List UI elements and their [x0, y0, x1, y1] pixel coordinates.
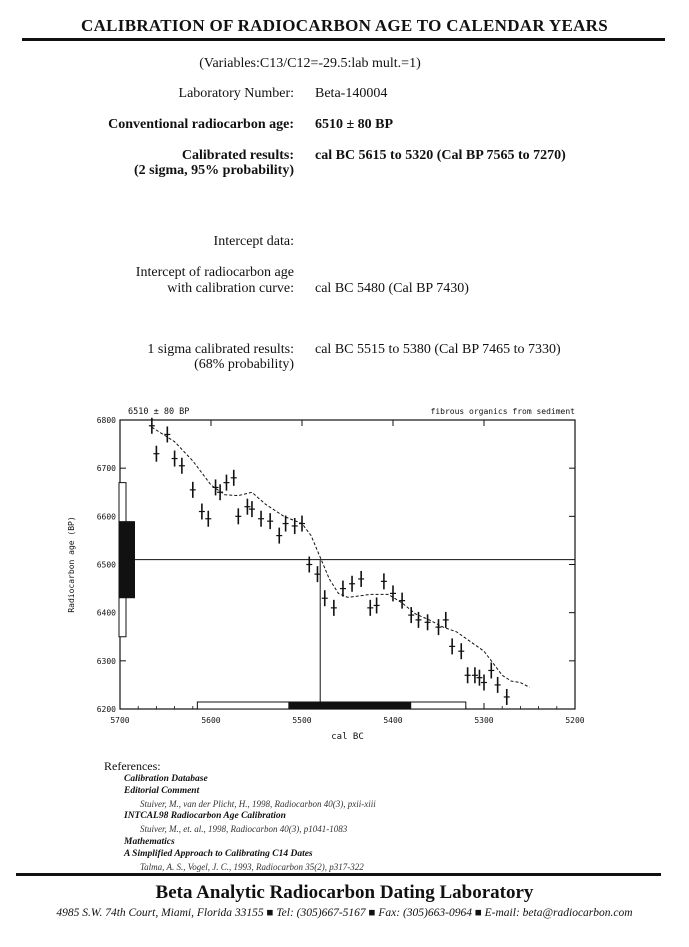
conventional-age-value: 6510 ± 80 BP [315, 117, 394, 132]
lab-number-value: Beta-140004 [315, 86, 388, 101]
x-axis-label: cal BC [331, 732, 364, 742]
references [104, 760, 376, 873]
intercept-sublabel: with calibration curve: [167, 281, 294, 296]
reference-title: Editorial Comment [124, 786, 200, 797]
plot-frame [120, 420, 575, 709]
reference-title: A Simplified Approach to Calibrating C14 Dates [124, 849, 313, 860]
calibration-chart [58, 402, 598, 742]
y-tick-label: 6500 [96, 560, 116, 570]
reference-title: Mathematics [124, 836, 175, 847]
y-tick-label: 6300 [96, 656, 116, 666]
lab-address: 4985 S.W. 74th Court, Miami, Florida 33155 ■ Tel: (305)667-5167 ■ Fax: (305)663-0964 ■ E-mail: beta@radiocarbon.com [56, 907, 633, 919]
y-axis-label: Radiocarbon age (BP) [67, 516, 76, 613]
references-heading: References: [104, 759, 161, 773]
reference-title: Calibration Database [124, 773, 208, 784]
sample-age-label: 6510 ± 80 BP [128, 407, 190, 417]
lab-number-label: Laboratory Number: [178, 86, 294, 101]
calibrated-results-value: cal BC 5615 to 5320 (Cal BP 7565 to 7270) [315, 148, 566, 163]
references-list [104, 773, 376, 874]
sigma1-value: cal BC 5515 to 5380 (Cal BP 7465 to 7330) [315, 342, 561, 357]
bottom-divider [16, 873, 661, 876]
conventional-age-label: Conventional radiocarbon age: [108, 117, 294, 132]
intercept-value: cal BC 5480 (Cal BP 7430) [315, 281, 469, 296]
x-tick-label: 5300 [474, 716, 494, 725]
calibration-curve [152, 427, 530, 687]
x-tick-label: 5400 [383, 716, 403, 725]
cal-1sigma-box [288, 702, 411, 709]
reference-citation: Stuiver, M., et. al., 1998, Radiocarbon 40(3), p1041-1083 [140, 823, 348, 834]
x-tick-label: 5700 [110, 716, 130, 725]
page-title: CALIBRATION OF RADIOCARBON AGE TO CALENDAR YEARS [81, 16, 608, 35]
sigma1-label: 1 sigma calibrated results: [147, 342, 294, 357]
reference-citation: Talma, A. S., Vogel, J. C., 1993, Radiocarbon 35(2), p317-322 [140, 861, 364, 872]
sigma1-sublabel: (68% probability) [194, 357, 294, 372]
calibrated-results-label: Calibrated results: [181, 148, 294, 163]
x-tick-label: 5500 [292, 716, 312, 725]
x-tick-label: 5600 [201, 716, 221, 725]
y-tick-label: 6400 [96, 608, 116, 618]
reference-title: INTCAL98 Radiocarbon Age Calibration [124, 811, 286, 822]
intercept-header: Intercept data: [213, 234, 294, 249]
y-tick-label: 6200 [96, 705, 116, 714]
intercept-label: Intercept of radiocarbon age [135, 265, 294, 280]
y-tick-label: 6800 [96, 416, 116, 425]
variables-line: (Variables:C13/C12=-29.5:lab mult.=1) [199, 56, 421, 71]
calibrated-results-sublabel: (2 sigma, 95% probability) [134, 163, 294, 178]
material-label: fibrous organics from sediment [430, 407, 575, 416]
y-tick-label: 6700 [96, 464, 116, 474]
top-divider [22, 38, 665, 41]
x-tick-label: 5200 [565, 716, 585, 725]
lab-name: Beta Analytic Radiocarbon Dating Laboratory [155, 882, 534, 903]
reference-citation: Stuiver, M., van der Plicht, H., 1998, Radiocarbon 40(3), pxii-xiii [140, 798, 376, 809]
y-tick-label: 6600 [96, 512, 116, 522]
